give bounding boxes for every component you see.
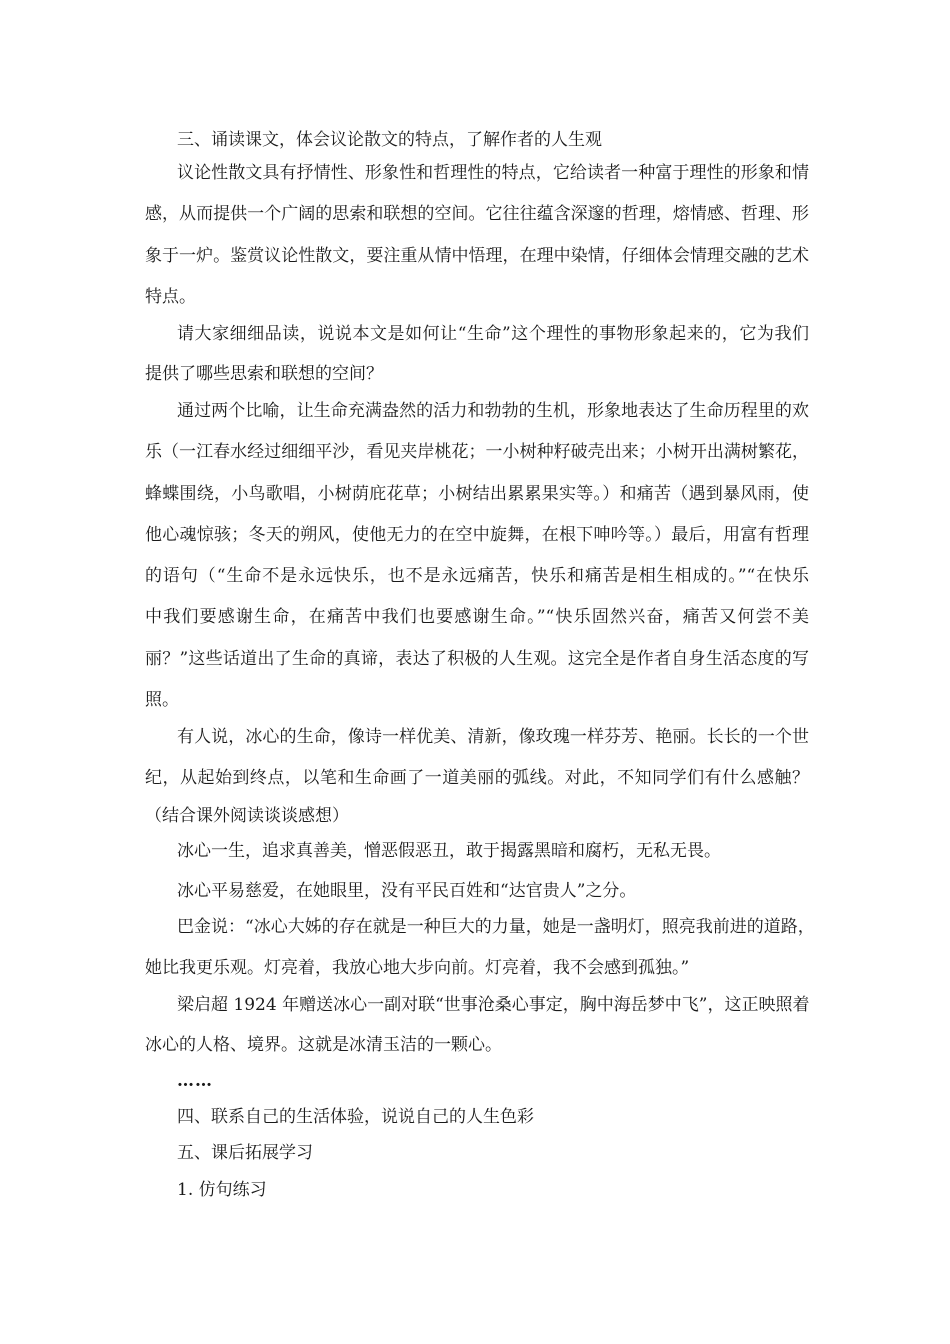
list-item-1: 1. 仿句练习: [177, 1180, 267, 1200]
paragraph-line: 丽？”这些话道出了生命的真谛，表达了积极的人生观。这完全是作者自身生活态度的写: [145, 649, 809, 669]
paragraph-line: 请大家细细品读，说说本文是如何让“生命”这个理性的事物形象起来的，它为我们: [177, 324, 809, 344]
paragraph-line: 她比我更乐观。灯亮着，我放心地大步向前。灯亮着，我不会感到孤独。”: [145, 958, 690, 978]
paragraph-line: 冰心的人格、境界。这就是冰清玉洁的一颗心。: [145, 1035, 502, 1055]
paragraph-line: 他心魂惊骇；冬天的朔风，使他无力的在空中旋舞，在根下呻吟等。）最后，用富有哲理: [145, 525, 809, 545]
paragraph-line: 照。: [145, 690, 179, 710]
paragraph-line: 感，从而提供一个广阔的思索和联想的空间。它往往蕴含深邃的哲理，熔情感、哲理、形: [145, 204, 809, 224]
paragraph-line: 的语句（“生命不是永远快乐，也不是永远痛苦，快乐和痛苦是相生相成的。”“在快乐: [145, 566, 809, 586]
paragraph-line: 梁启超 1924 年赠送冰心一副对联“世事沧桑心事定，胸中海岳梦中飞”，这正映照着: [177, 995, 810, 1015]
ellipsis: ……: [177, 1071, 213, 1091]
paragraph-line: 冰心一生，追求真善美，憎恶假恶丑，敢于揭露黑暗和腐朽，无私无畏。: [177, 841, 721, 861]
paragraph-line: 蜂蝶围绕，小鸟歌唱，小树荫庇花草；小树结出累累果实等。）和痛苦（遇到暴风雨，使: [145, 484, 809, 504]
paragraph-line: 议论性散文具有抒情性、形象性和哲理性的特点，它给读者一种富于理性的形象和情: [177, 163, 809, 183]
paragraph-line: 纪，从起始到终点，以笔和生命画了一道美丽的弧线。对此，不知同学们有什么感触？: [145, 768, 809, 788]
paragraph-line: 特点。: [145, 287, 196, 307]
paragraph-line: 冰心平易慈爱，在她眼里，没有平民百姓和“达官贵人”之分。: [177, 881, 637, 901]
paragraph-line: 有人说，冰心的生命，像诗一样优美、清新，像玫瑰一样芬芳、艳丽。长长的一个世: [177, 727, 809, 747]
section-4-heading: 四、联系自己的生活体验，说说自己的人生色彩: [177, 1107, 534, 1127]
paragraph-line: （结合课外阅读谈谈感想）: [145, 806, 349, 826]
paragraph-line: 象于一炉。鉴赏议论性散文，要注重从情中悟理，在理中染情，仔细体会情理交融的艺术: [145, 246, 809, 266]
paragraph-line: 中我们要感谢生命，在痛苦中我们也要感谢生命。”“快乐固然兴奋，痛苦又何尝不美: [145, 607, 809, 627]
section-3-heading: 三、诵读课文，体会议论散文的特点，了解作者的人生观: [177, 130, 602, 150]
paragraph-line: 巴金说：“冰心大姊的存在就是一种巨大的力量，她是一盏明灯，照亮我前进的道路，: [177, 917, 815, 937]
paragraph-line: 乐（一江春水经过细细平沙，看见夹岸桃花；一小树种籽破壳出来；小树开出满树繁花，: [145, 442, 809, 462]
section-5-heading: 五、课后拓展学习: [177, 1143, 313, 1163]
paragraph-line: 通过两个比喻，让生命充满盎然的活力和勃勃的生机，形象地表达了生命历程里的欢: [177, 401, 809, 421]
paragraph-line: 提供了哪些思索和联想的空间？: [145, 364, 383, 384]
